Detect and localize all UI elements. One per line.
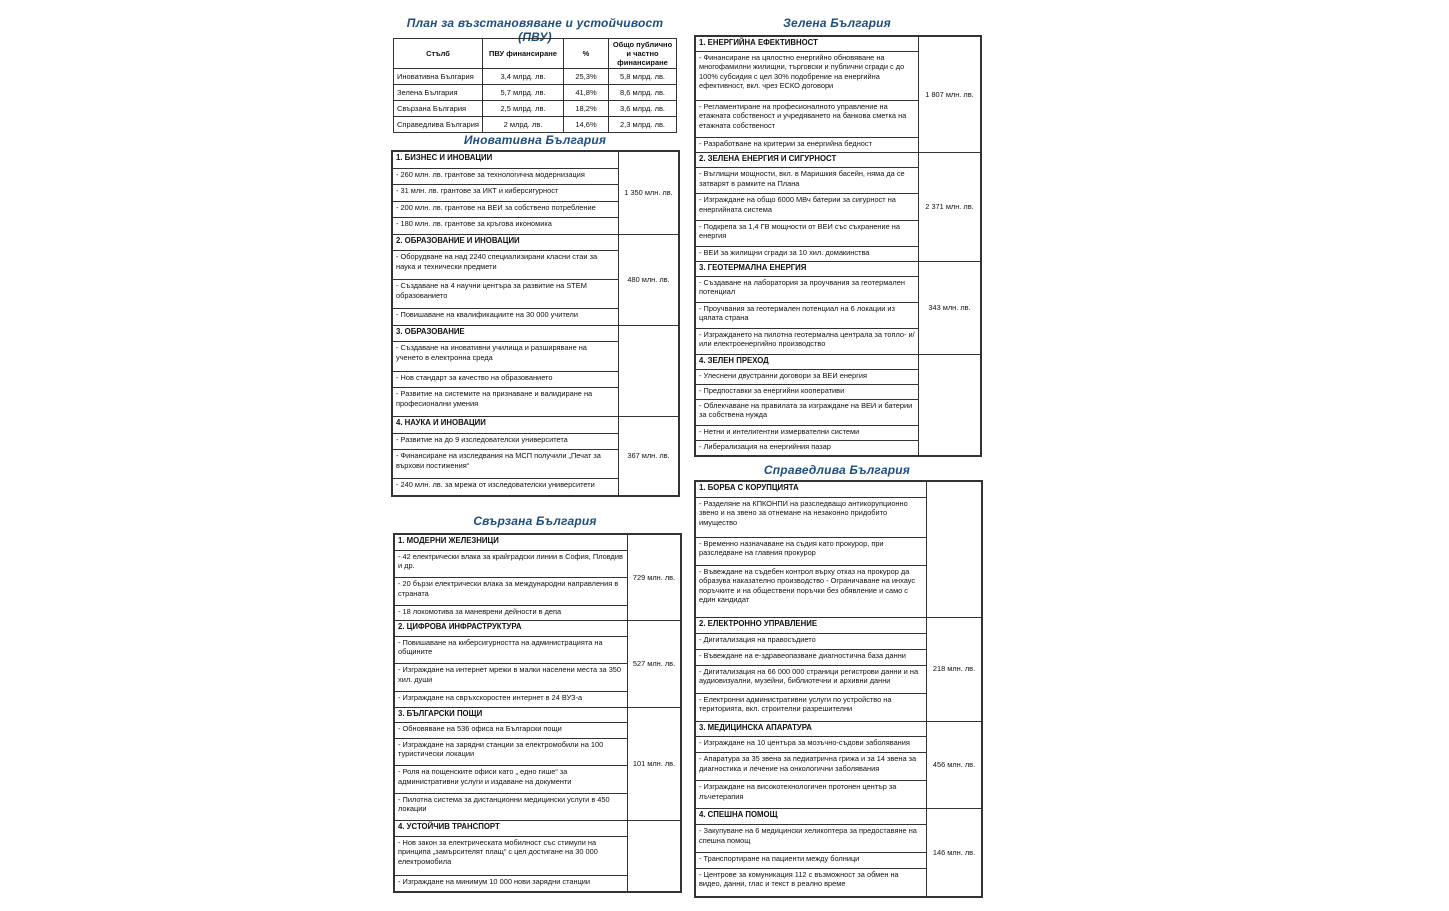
group-amount: 146 млн. лв. — [927, 809, 982, 897]
green-bulgaria-table — [694, 35, 982, 457]
column-header: % — [564, 39, 609, 69]
table-cell: 5,7 млрд. лв. — [483, 85, 564, 101]
group-amount: 1 350 млн. лв. — [619, 152, 679, 235]
group-amount: 527 млн. лв. — [628, 621, 681, 707]
table-row — [394, 85, 677, 101]
innovative-bulgaria-table — [391, 150, 680, 497]
item-text: - Дигитализация на правосъдието — [696, 633, 927, 649]
group-heading: 2. ЗЕЛЕНА ЕНЕРГИЯ И СИГУРНОСТ — [696, 153, 919, 168]
item-text: - 20 бързи електрически влака за международни направления в страната — [395, 578, 628, 606]
item-text: - Въвеждане на е-здравеопазване диагностична база данни — [696, 649, 927, 665]
group-heading: 4. СПЕШНА ПОМОЩ — [696, 809, 927, 825]
item-text: - Въглищни мощности, вкл. в Маришкия басейн, няма да се затварят в рамките на Плана — [696, 168, 919, 194]
item-text: - Разработване на критерии за енергийна бедност — [696, 138, 919, 153]
group-header-row — [393, 417, 679, 434]
fair-title: Справедлива България — [763, 463, 911, 477]
item-text: - Изграждане на свръхскоростен интернет в 24 ВУЗ-а — [395, 691, 628, 707]
group-heading: 2. ОБРАЗОВАНИЕ И ИНОВАЦИИ — [393, 234, 619, 251]
table-cell: Зелена България — [394, 85, 483, 101]
item-text: - Временно назначаване на съдия като прокурор, при разследване на главния прокурор — [696, 537, 927, 565]
group-header-row — [395, 707, 681, 723]
item-text: - Улеснени двустранни договори за ВЕИ енергия — [696, 370, 919, 385]
item-text: - Апаратура за 35 звена за педиатрична грижа и за 14 звена за диагностика и лечение на онкологични заболявания — [696, 753, 927, 781]
item-text: - Въвеждане на съдебен контрол върху отказ на прокурор да образува наказателно производство - Ограничаване на инхаус поръчките и на обществени поръчки без обявление и само с един кандидат — [696, 565, 927, 617]
table-cell: Иновативна България — [394, 69, 483, 85]
column-header: Стълб — [394, 39, 483, 69]
group-heading: 1. ЕНЕРГИЙНА ЕФЕКТИВНОСТ — [696, 37, 919, 52]
group-header-row — [696, 37, 981, 52]
group-header-row — [696, 617, 982, 633]
group-header-row — [696, 482, 982, 498]
item-text: - Изграждане на 10 центъра за мозъчно-съдови заболявания — [696, 737, 927, 753]
item-text: - Либерализация на енергийния пазар — [696, 440, 919, 455]
item-text: - Обновяване на 536 офиса на Български пощи — [395, 723, 628, 739]
item-text: - Разделяне на КПКОНПИ на разследващо антикорупционно звено и на звено за отнемане на незаконно придобито имущество — [696, 497, 927, 537]
item-text: - Изграждане на минимум 10 000 нови зарядни станции — [395, 876, 628, 892]
item-text: - Регламентиране на професионалното управление на етажната собственост и учредяването на банкова сметка на етажната собственост — [696, 100, 919, 138]
item-text: - Подкрепа за 1,4 ГВ мощности от ВЕИ със съхранение на енергия — [696, 220, 919, 246]
item-text: - Повишаване на киберсигурността на администрацията на общините — [395, 636, 628, 664]
group-amount — [628, 821, 681, 892]
group-header-row — [696, 721, 982, 737]
item-text: - Облекчаване на правилата за изграждане на ВЕИ и батерии за собствена нужда — [696, 399, 919, 425]
item-text: - Предпоставки за енергийни кооперативи — [696, 384, 919, 399]
group-heading: 4. НАУКА И ИНОВАЦИИ — [393, 417, 619, 434]
group-amount: 729 млн. лв. — [628, 535, 681, 621]
group-amount: 343 млн. лв. — [919, 261, 981, 355]
column-header: ПВУ финансиране — [483, 39, 564, 69]
item-text: - Нов закон за електрическата мобилност със стимули на принципа „замърсителят плащ“ с цел достигане на 30 000 електромобила — [395, 836, 628, 875]
summary-header-row — [394, 39, 677, 69]
item-text: - Оборудване на над 2240 специализирани класни стаи за наука и технически предмети — [393, 251, 619, 280]
group-header-row — [395, 535, 681, 551]
table-cell: Свързана България — [394, 101, 483, 117]
pillar-table — [695, 481, 982, 897]
group-heading: 4. ЗЕЛЕН ПРЕХОД — [696, 355, 919, 370]
item-text: - Изграждане на високотехнологичен протонен център за лъчетерапия — [696, 781, 927, 809]
group-header-row — [696, 261, 981, 276]
group-heading: 1. БОРБА С КОРУПЦИЯТА — [696, 482, 927, 498]
item-text: - Изграждането на пилотна геотермална централа за топло- и/или електроенергийно производство — [696, 328, 919, 354]
item-text: - Създаване на 4 научни центъра за развитие на STEM образованието — [393, 280, 619, 309]
table-cell: 5,8 млрд. лв. — [609, 69, 677, 85]
group-heading: 3. БЪЛГАРСКИ ПОЩИ — [395, 707, 628, 723]
pvu-summary-table — [393, 38, 677, 133]
pillar-table — [394, 534, 681, 892]
item-text: - Изграждане на зарядни станции за електромобили на 100 туристически локации — [395, 738, 628, 766]
group-header-row — [395, 821, 681, 837]
group-header-row — [395, 621, 681, 637]
group-amount — [919, 355, 981, 456]
item-text: - 42 електрически влака за крайградски линии в София, Пловдив и др. — [395, 550, 628, 578]
table-cell: 8,6 млрд. лв. — [609, 85, 677, 101]
group-header-row — [393, 152, 679, 169]
item-text: - Центрове за комуникация 112 с възможност за обмен на видео, данни, глас и текст в реално време — [696, 868, 927, 896]
fair-bulgaria-table — [694, 480, 983, 898]
item-text: - Нов стандарт за качество на образованието — [393, 371, 619, 388]
group-amount — [619, 325, 679, 416]
group-heading: 1. МОДЕРНИ ЖЕЛЕЗНИЦИ — [395, 535, 628, 551]
group-heading: 3. ОБРАЗОВАНИЕ — [393, 325, 619, 342]
item-text: - Финансиране на изследвания на МСП получили „Печат за върхови постижения“ — [393, 450, 619, 479]
item-text: - Пилотна система за дистанционни медицински услуги в 450 локации — [395, 793, 628, 821]
table-cell: 3,4 млрд. лв. — [483, 69, 564, 85]
item-text: - Развитие на до 9 изследователски университета — [393, 433, 619, 450]
group-amount — [927, 482, 982, 618]
group-heading: 3. МЕДИЦИНСКА АПАРАТУРА — [696, 721, 927, 737]
item-text: - Закупуване на 6 медицински хеликоптера за предоставяне на спешна помощ — [696, 825, 927, 853]
group-header-row — [393, 234, 679, 251]
item-text: - Финансиране на цялостно енергийно обновяване на многофамилни жилищни, търговски и публични сгради с до 100% субсидия с цел 30% подобрение на енергийна ефективност, вкл. чрез ЕСКО договори — [696, 51, 919, 100]
table-cell: 2,5 млрд. лв. — [483, 101, 564, 117]
table-cell: 3,6 млрд. лв. — [609, 101, 677, 117]
item-text: - Електронни административни услуги по устройство на територията, вкл. строителни разрешителни — [696, 693, 927, 721]
innovative-title: Иновативна България — [463, 133, 607, 147]
table-cell: 25,3% — [564, 69, 609, 85]
group-heading: 2. ЦИФРОВА ИНФРАСТРУКТУРА — [395, 621, 628, 637]
group-amount: 456 млн. лв. — [927, 721, 982, 809]
group-amount: 367 млн. лв. — [619, 417, 679, 496]
item-text: - 200 млн. лв. грантове на ВЕИ за собствено потребление — [393, 201, 619, 218]
pvu-title: План за възстановяване и устойчивост (ПВУ) — [406, 16, 664, 44]
item-text: - 180 млн. лв. грантове за кръгова икономика — [393, 218, 619, 235]
item-text: - Изграждане на общо 6000 МВч батерии за сигурност на енергийната система — [696, 194, 919, 220]
table-row — [394, 101, 677, 117]
table-cell: 18,2% — [564, 101, 609, 117]
item-text: - Създаване на иновативни училища и разширяване на ученето в електронна среда — [393, 342, 619, 371]
table-cell: 14,6% — [564, 117, 609, 133]
pillar-table — [695, 36, 981, 456]
item-text: - 31 млн. лв. грантове за ИКТ и киберсигурност — [393, 185, 619, 202]
connected-title: Свързана България — [473, 514, 597, 528]
group-header-row — [393, 325, 679, 342]
group-amount: 101 млн. лв. — [628, 707, 681, 821]
group-amount: 1 807 млн. лв. — [919, 37, 981, 153]
item-text: - 260 млн. лв. грантове за технологична модернизация — [393, 168, 619, 185]
item-text: - Повишаване на квалификациите на 30 000 учители — [393, 309, 619, 326]
group-header-row — [696, 355, 981, 370]
group-header-row — [696, 809, 982, 825]
group-heading: 3. ГЕОТЕРМАЛНА ЕНЕРГИЯ — [696, 261, 919, 276]
item-text: - 240 млн. лв. за мрежа от изследователски университети — [393, 479, 619, 496]
group-heading: 2. ЕЛЕКТРОННО УПРАВЛЕНИЕ — [696, 617, 927, 633]
item-text: - Създаване на лаборатория за проучвания за геотермален потенциал — [696, 276, 919, 302]
table-row — [394, 69, 677, 85]
group-heading: 1. БИЗНЕС И ИНОВАЦИИ — [393, 152, 619, 169]
item-text: - Нетни и интелигентни измервателни системи — [696, 426, 919, 441]
connected-bulgaria-table — [393, 533, 682, 893]
item-text: - Развитие на системите на признаване и валидиране на професионални умения — [393, 388, 619, 417]
item-text: - Роля на пощенските офиси като „ едно гише“ за административни услуги и издаване на документи — [395, 766, 628, 794]
group-heading: 4. УСТОЙЧИВ ТРАНСПОРТ — [395, 821, 628, 837]
table-row — [394, 117, 677, 133]
group-amount: 480 млн. лв. — [619, 234, 679, 325]
item-text: - Изграждане на интернет мрежи в малки населени места за 350 хил. души — [395, 664, 628, 692]
table-cell: 2,3 млрд. лв. — [609, 117, 677, 133]
group-header-row — [696, 153, 981, 168]
green-title: Зелена България — [783, 16, 891, 30]
table-cell: Справедлива България — [394, 117, 483, 133]
table-cell: 41,8% — [564, 85, 609, 101]
table-cell: 2 млрд. лв. — [483, 117, 564, 133]
item-text: - ВЕИ за жилищни сгради за 10 хил. домакинства — [696, 246, 919, 261]
item-text: - Проучвания за геотермален потенциал на 6 локации из цялата страна — [696, 302, 919, 328]
item-text: - Транспортиране на пациенти между болници — [696, 852, 927, 868]
column-header: Общо публично и частно финансиране — [609, 39, 677, 69]
pillar-table — [392, 151, 679, 496]
group-amount: 2 371 млн. лв. — [919, 153, 981, 261]
group-amount: 218 млн. лв. — [927, 617, 982, 721]
item-text: - 18 локомотива за маневрени дейности в депа — [395, 605, 628, 621]
item-text: - Дигитализация на 66 000 000 страници регистрови данни и на аудиовизуални, музейни, библиотечни и архивни данни — [696, 665, 927, 693]
